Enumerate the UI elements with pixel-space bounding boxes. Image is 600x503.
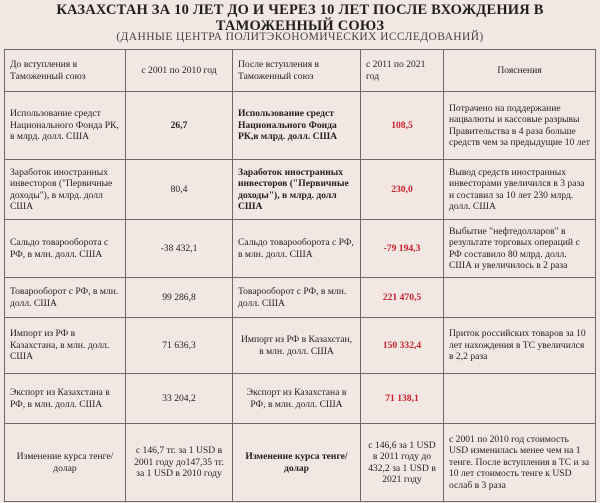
table-row <box>5 278 596 318</box>
table-row <box>5 318 596 374</box>
cell-value-2: 108,5 <box>361 92 444 160</box>
table-row <box>5 92 596 160</box>
cell-note: Вывод средств иностранных инвесторами увеличился в 3 раза и составил за 10 лет 230 млрд. долл. США <box>444 160 596 220</box>
cell-before: Использование средст Национального Фонда РК, в млрд. долл. США <box>5 92 126 160</box>
cell-after: Импорт из РФ в Казахстан, в млн. долл. США <box>233 318 361 374</box>
cell-after: Экспорт из Казахстана в РФ, в млн. долл. США <box>233 374 361 424</box>
cell-value-1: 33 204,2 <box>126 374 233 424</box>
cell-after: Использование средст Национального Фонда РК,в млрд. долл. США <box>233 92 361 160</box>
cell-value-2: 221 470,5 <box>361 278 444 318</box>
cell-value-2: 71 138,1 <box>361 374 444 424</box>
table-row <box>5 374 596 424</box>
cell-after: Заработок иностранных инвесторов ("Первичные доходы"), в млрд. долл США <box>233 160 361 220</box>
table-row <box>5 424 596 502</box>
header-after: После вступления в Таможенный союз <box>233 50 361 92</box>
table-row <box>5 160 596 220</box>
cell-before: Сальдо товарооборота с РФ, в млн. долл. США <box>5 220 126 278</box>
cell-before: Экспорт из Казахстана в РФ, в млн. долл. США <box>5 374 126 424</box>
cell-note: с 2001 по 2010 год стоимость USD изменилась менее чем на 1 тенге. После вступления в ТС и за 10 лет стоимость тенге к USD ослаб в 3 раза <box>444 424 596 502</box>
cell-value-1: 71 636,3 <box>126 318 233 374</box>
cell-note: Приток российских товаров за 10 лет нахождения в ТС увеличился в 2,2 раза <box>444 318 596 374</box>
cell-value-2: 230,0 <box>361 160 444 220</box>
cell-value-2: с 146,6 за 1 USD в 2011 году до 432,2 за 1 USD в 2021 году <box>361 424 444 502</box>
page-subtitle: (ДАННЫЕ ЦЕНТРА ПОЛИТЭКОНОМИЧЕСКИХ ИССЛЕДОВАНИЙ) <box>116 31 484 43</box>
header-before: До вступления в Таможенный союз <box>5 50 126 92</box>
cell-note <box>444 278 596 318</box>
cell-after: Изменение курса тенге/ долар <box>233 424 361 502</box>
cell-note: Потрачено на поддержание нацвалюты и кассовые разрывы Правительства в 4 раза больше средств чем за предыдущие 10 лет <box>444 92 596 160</box>
cell-value-2: 150 332,4 <box>361 318 444 374</box>
cell-note: Выбытие "нефтедолларов" в результате торговых операций с РФ составило 80 млрд. долл. США и увеличилось в 2 раза <box>444 220 596 278</box>
cell-value-1: 99 286,8 <box>126 278 233 318</box>
cell-before: Изменение курса тенге/ долар <box>5 424 126 502</box>
cell-value-1: -38 432,1 <box>126 220 233 278</box>
table-row <box>5 220 596 278</box>
table-header-row <box>5 50 596 92</box>
header-period2: с 2011 по 2021 год <box>361 50 444 92</box>
cell-value-2: -79 194,3 <box>361 220 444 278</box>
header-notes: Пояснения <box>444 50 596 92</box>
page-title: КАЗАХСТАН ЗА 10 ЛЕТ ДО И ЧЕРЕЗ 10 ЛЕТ ПОСЛЕ ВХОЖДЕНИЯ В ТАМОЖЕННЫЙ СОЮЗ <box>56 2 544 34</box>
cell-after: Сальдо товарооборота с РФ, в млн. долл. США <box>233 220 361 278</box>
comparison-table <box>4 49 596 502</box>
cell-note <box>444 374 596 424</box>
cell-value-1: 80,4 <box>126 160 233 220</box>
header-period1: с 2001 по 2010 год <box>126 50 233 92</box>
cell-value-1: с 146,7 тг. за 1 USD в 2001 году до147,35 тг. за 1 USD в 2010 году <box>126 424 233 502</box>
cell-before: Заработок иностранных инвесторов ("Первичные доходы"), в млрд. долл США <box>5 160 126 220</box>
cell-value-1: 26,7 <box>126 92 233 160</box>
cell-after: Товарооборот с РФ, в млн. долл. США <box>233 278 361 318</box>
cell-before: Импорт из РФ в Казахстана, в млн. долл. США <box>5 318 126 374</box>
cell-before: Товарооборот с РФ, в млн. долл. США <box>5 278 126 318</box>
